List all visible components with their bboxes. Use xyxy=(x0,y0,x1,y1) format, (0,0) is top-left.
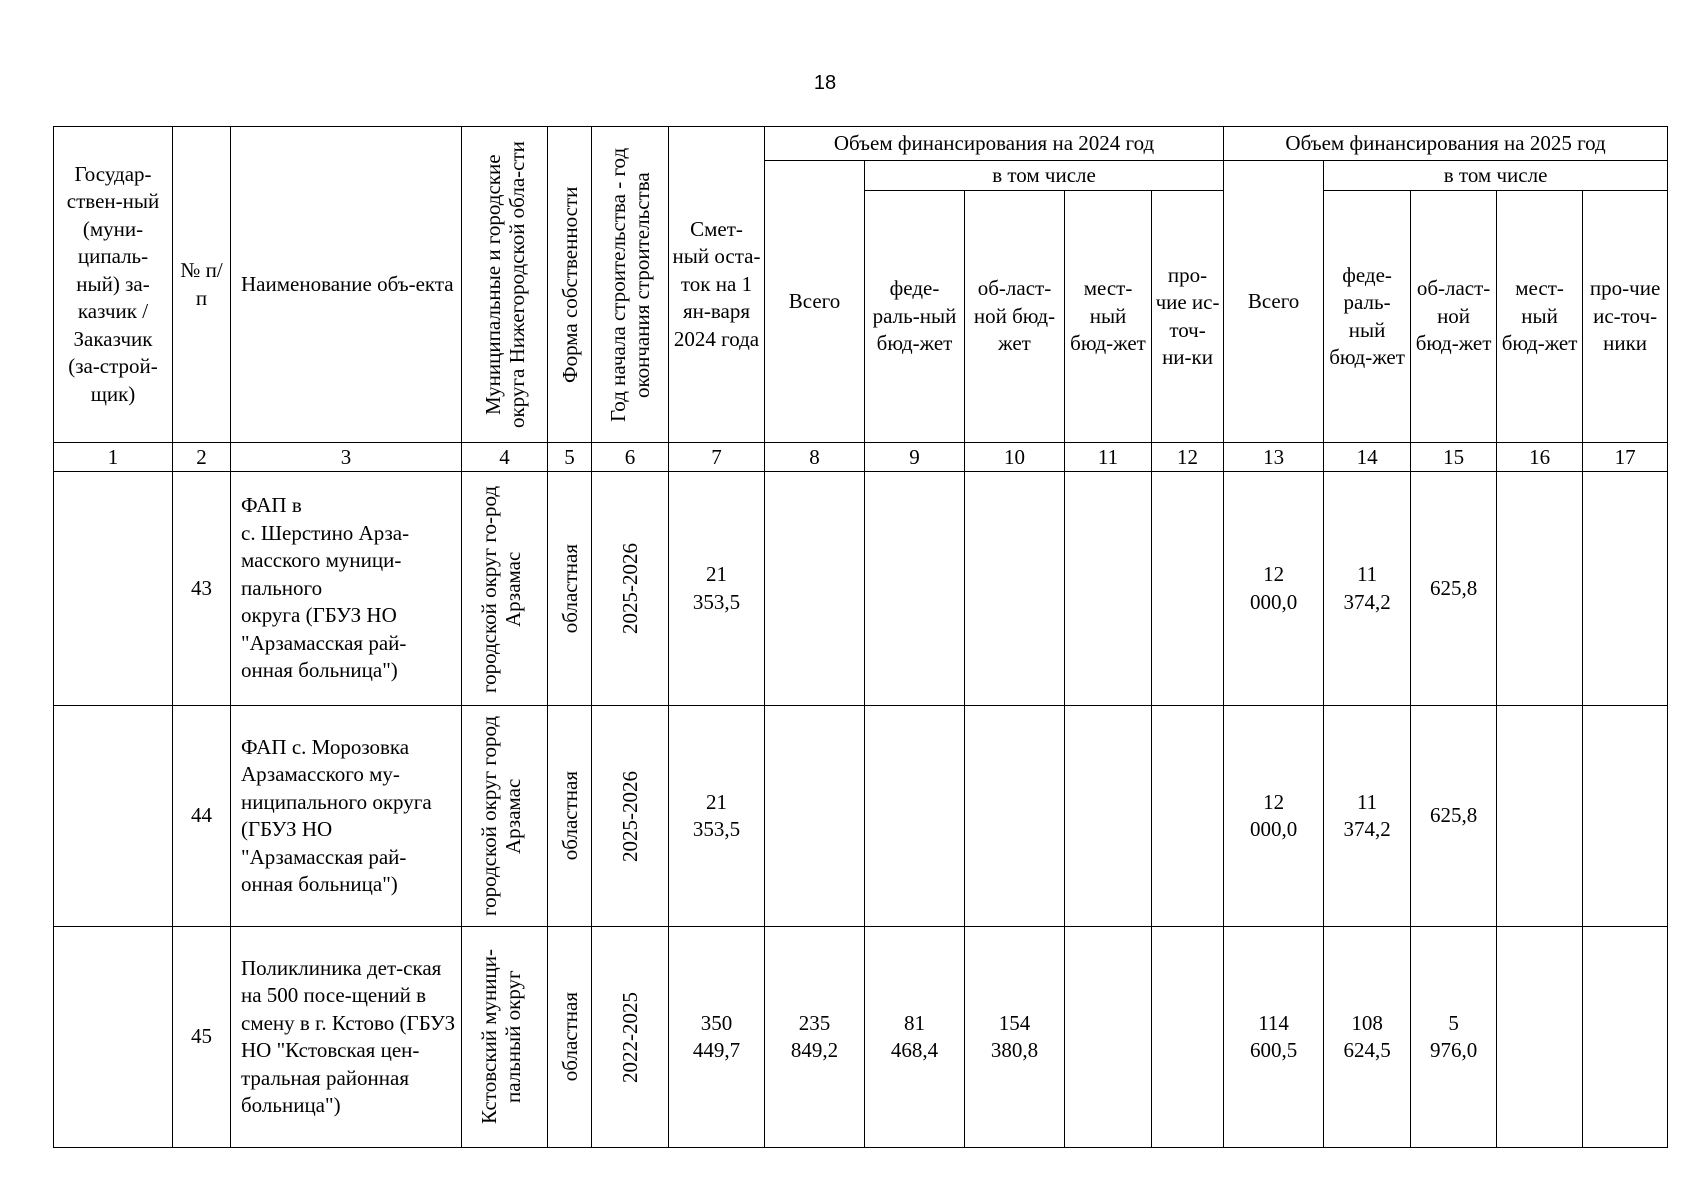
col-num-16: 16 xyxy=(1497,443,1583,472)
header-regional-2024: об-ласт-ной бюд-жет xyxy=(965,191,1065,443)
cell-municipal: городской округ город Арзамас xyxy=(462,706,548,927)
header-total-2025: Всего xyxy=(1224,161,1324,443)
cell-federal-2025: 11 374,2 xyxy=(1324,472,1411,706)
cell-local-2024 xyxy=(1065,706,1152,927)
cell-customer xyxy=(54,472,173,706)
page-number: 18 xyxy=(813,72,837,94)
cell-ownership: областная xyxy=(548,927,592,1148)
cell-regional-2024 xyxy=(965,706,1065,927)
column-number-row xyxy=(54,443,1668,472)
table-row xyxy=(54,472,1668,706)
header-object-name: Наименование объ-екта xyxy=(231,127,462,443)
cell-estimate: 21 353,5 xyxy=(669,472,765,706)
cell-local-2025 xyxy=(1497,706,1583,927)
header-estimate: Смет-ный оста-ток на 1 ян-варя 2024 года xyxy=(669,127,765,443)
header-local-2024: мест-ный бюд-жет xyxy=(1065,191,1152,443)
header-other-2025: про-чие ис-точ-ники xyxy=(1583,191,1668,443)
cell-federal-2025: 11 374,2 xyxy=(1324,706,1411,927)
cell-total-2024 xyxy=(765,706,865,927)
table-row xyxy=(54,927,1668,1148)
financing-table xyxy=(53,126,1668,1148)
cell-regional-2024 xyxy=(965,472,1065,706)
cell-years: 2025-2026 xyxy=(592,706,669,927)
cell-object-name: ФАП с. Морозовка Арзамасского му-ниципального округа (ГБУЗ НО "Арзамасская рай-онная больница") xyxy=(231,706,462,927)
header-ownership: Форма собственности xyxy=(548,127,592,443)
col-num-12: 12 xyxy=(1152,443,1224,472)
cell-total-2025: 12 000,0 xyxy=(1224,472,1324,706)
cell-estimate: 350 449,7 xyxy=(669,927,765,1148)
cell-other-2025 xyxy=(1583,706,1668,927)
col-num-11: 11 xyxy=(1065,443,1152,472)
col-num-14: 14 xyxy=(1324,443,1411,472)
header-customer: Государ-ствен-ный (муни-ципаль-ный) за-казчик / Заказчик (за-строй-щик) xyxy=(54,127,173,443)
cell-municipal: городской округ го-род Арзамас xyxy=(462,472,548,706)
cell-customer xyxy=(54,706,173,927)
col-num-7: 7 xyxy=(669,443,765,472)
header-num: № п/п xyxy=(173,127,231,443)
col-num-3: 3 xyxy=(231,443,462,472)
header-federal-2024: феде-раль-ный бюд-жет xyxy=(865,191,965,443)
cell-customer xyxy=(54,927,173,1148)
header-fin-2024: Объем финансирования на 2024 год xyxy=(765,127,1224,161)
header-regional-2025: об-ласт-ной бюд-жет xyxy=(1411,191,1497,443)
header-municipal: Муниципальные и городские округа Нижегородской обла-сти xyxy=(462,127,548,443)
header-local-2025: мест-ный бюд-жет xyxy=(1497,191,1583,443)
col-num-5: 5 xyxy=(548,443,592,472)
cell-other-2024 xyxy=(1152,927,1224,1148)
header-including-2025: в том числе xyxy=(1324,161,1668,191)
cell-other-2025 xyxy=(1583,927,1668,1148)
col-num-1: 1 xyxy=(54,443,173,472)
cell-federal-2025: 108 624,5 xyxy=(1324,927,1411,1148)
cell-regional-2025: 5 976,0 xyxy=(1411,927,1497,1148)
cell-ownership: областная xyxy=(548,472,592,706)
cell-num: 45 xyxy=(173,927,231,1148)
cell-federal-2024 xyxy=(865,472,965,706)
cell-total-2025: 114 600,5 xyxy=(1224,927,1324,1148)
col-num-9: 9 xyxy=(865,443,965,472)
header-including-2024: в том числе xyxy=(865,161,1224,191)
cell-local-2025 xyxy=(1497,472,1583,706)
cell-years: 2022-2025 xyxy=(592,927,669,1148)
cell-years: 2025-2026 xyxy=(592,472,669,706)
cell-object-name: Поликлиника дет-ская на 500 посе-щений в смену в г. Кстово (ГБУЗ НО "Кстовская цен-тральная районная больница") xyxy=(231,927,462,1148)
cell-num: 44 xyxy=(173,706,231,927)
col-num-6: 6 xyxy=(592,443,669,472)
cell-ownership: областная xyxy=(548,706,592,927)
cell-other-2025 xyxy=(1583,472,1668,706)
cell-regional-2025: 625,8 xyxy=(1411,706,1497,927)
cell-other-2024 xyxy=(1152,472,1224,706)
col-num-10: 10 xyxy=(965,443,1065,472)
cell-total-2024: 235 849,2 xyxy=(765,927,865,1148)
header-fin-2025: Объем финансирования на 2025 год xyxy=(1224,127,1668,161)
col-num-17: 17 xyxy=(1583,443,1668,472)
header-years: Год начала строительства - год окончания строительства xyxy=(592,127,669,443)
header-federal-2025: феде-раль-ный бюд-жет xyxy=(1324,191,1411,443)
cell-num: 43 xyxy=(173,472,231,706)
cell-local-2024 xyxy=(1065,472,1152,706)
cell-regional-2025: 625,8 xyxy=(1411,472,1497,706)
cell-federal-2024 xyxy=(865,706,965,927)
cell-other-2024 xyxy=(1152,706,1224,927)
cell-regional-2024: 154 380,8 xyxy=(965,927,1065,1148)
cell-local-2024 xyxy=(1065,927,1152,1148)
cell-object-name: ФАП в с. Шерстино Арза-масского муници-пального округа (ГБУЗ НО "Арзамасская рай-онная больница") xyxy=(231,472,462,706)
cell-municipal: Кстовский муници-пальный округ xyxy=(462,927,548,1148)
cell-federal-2024: 81 468,4 xyxy=(865,927,965,1148)
col-num-2: 2 xyxy=(173,443,231,472)
col-num-15: 15 xyxy=(1411,443,1497,472)
table-row xyxy=(54,706,1668,927)
cell-estimate: 21 353,5 xyxy=(669,706,765,927)
header-total-2024: Всего xyxy=(765,161,865,443)
col-num-8: 8 xyxy=(765,443,865,472)
col-num-4: 4 xyxy=(462,443,548,472)
cell-total-2024 xyxy=(765,472,865,706)
header-other-2024: про-чие ис-точ-ни-ки xyxy=(1152,191,1224,443)
cell-total-2025: 12 000,0 xyxy=(1224,706,1324,927)
cell-local-2025 xyxy=(1497,927,1583,1148)
col-num-13: 13 xyxy=(1224,443,1324,472)
